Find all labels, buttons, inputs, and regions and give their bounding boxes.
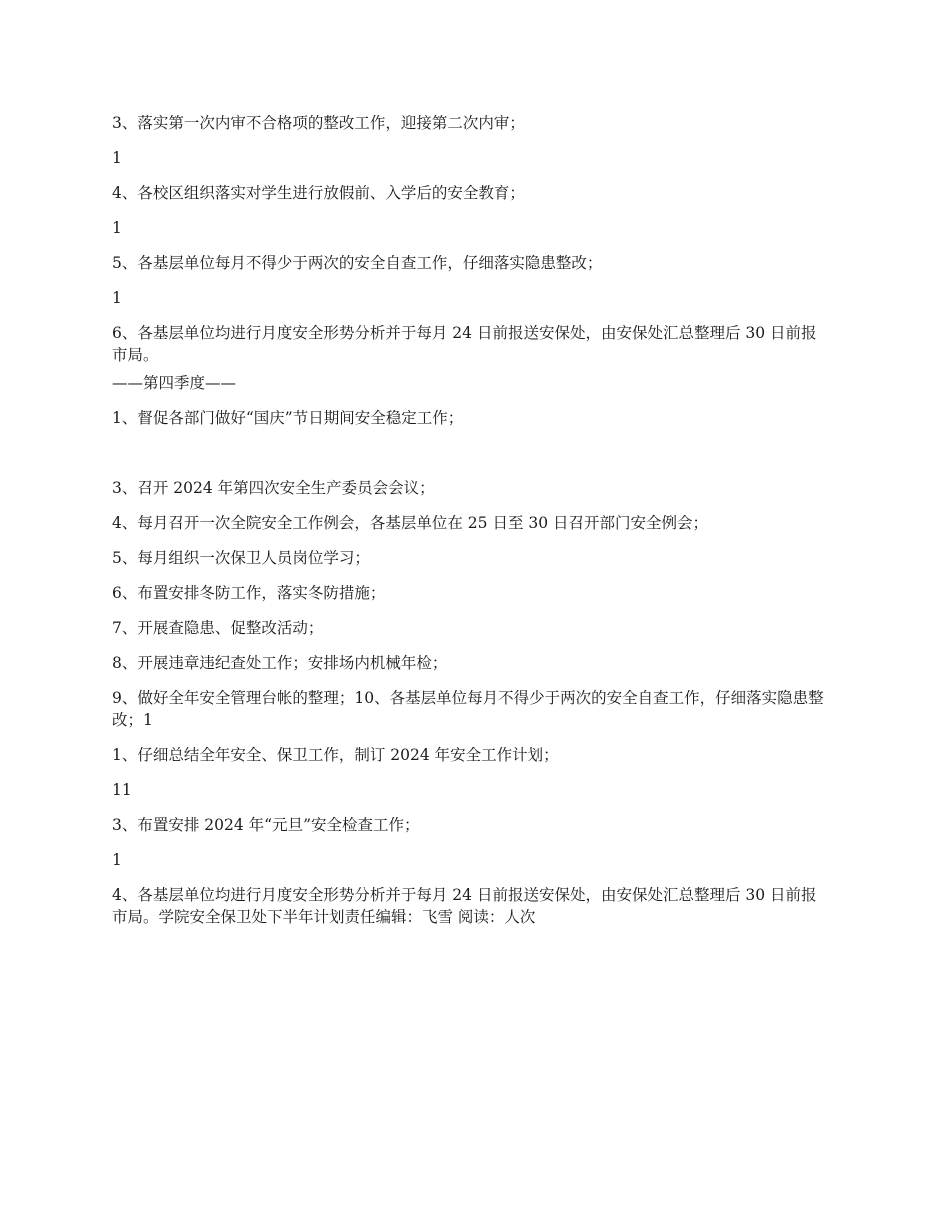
- paragraph: 1: [112, 851, 122, 869]
- paragraph: 1: [112, 289, 122, 307]
- paragraph: 3、召开 2024 年第四次安全生产委员会会议；: [112, 479, 435, 497]
- paragraph: 9、做好全年安全管理台帐的整理；10、各基层单位每月不得少于两次的安全自查工作，仔细落实隐患整改；1: [112, 689, 824, 729]
- paragraph: 3、布置安排 2024 年“元旦”安全检查工作；: [112, 816, 420, 834]
- paragraph: 6、各基层单位均进行月度安全形势分析并于每月 24 日前报送安保处，由安保处汇总整理后 30 日前报市局。: [112, 324, 817, 364]
- blank-line: [112, 442, 828, 477]
- paragraph: 5、各基层单位每月不得少于两次的安全自查工作，仔细落实隐患整改；: [112, 254, 603, 272]
- paragraph: 4、各校区组织落实对学生进行放假前、入学后的安全教育；: [112, 184, 525, 202]
- paragraph: 8、开展违章违纪查处工作；安排场内机械年检；: [112, 654, 448, 672]
- paragraph: 3、落实第一次内审不合格项的整改工作，迎接第二次内审；: [112, 114, 525, 132]
- document-body: [112, 112, 828, 941]
- paragraph: 1: [112, 149, 122, 167]
- paragraph: 4、各基层单位均进行月度安全形势分析并于每月 24 日前报送安保处，由安保处汇总整理后 30 日前报市局。学院安全保卫处下半年计划责任编辑：飞雪 阅读：人次: [112, 886, 817, 926]
- paragraph: 4、每月召开一次全院安全工作例会，各基层单位在 25 日至 30 日召开部门安全例会；: [112, 514, 709, 532]
- paragraph: 1、仔细总结全年安全、保卫工作，制订 2024 年安全工作计划；: [112, 746, 559, 764]
- paragraph: 1、督促各部门做好“国庆”节日期间安全稳定工作；: [112, 409, 464, 427]
- section-heading: ——第四季度——: [112, 374, 237, 392]
- paragraph: 6、布置安排冬防工作，落实冬防措施；: [112, 584, 386, 602]
- paragraph: 5、每月组织一次保卫人员岗位学习；: [112, 549, 370, 567]
- paragraph: 7、开展查隐患、促整改活动；: [112, 619, 324, 637]
- paragraph: 1: [112, 219, 122, 237]
- paragraph: 11: [112, 781, 132, 799]
